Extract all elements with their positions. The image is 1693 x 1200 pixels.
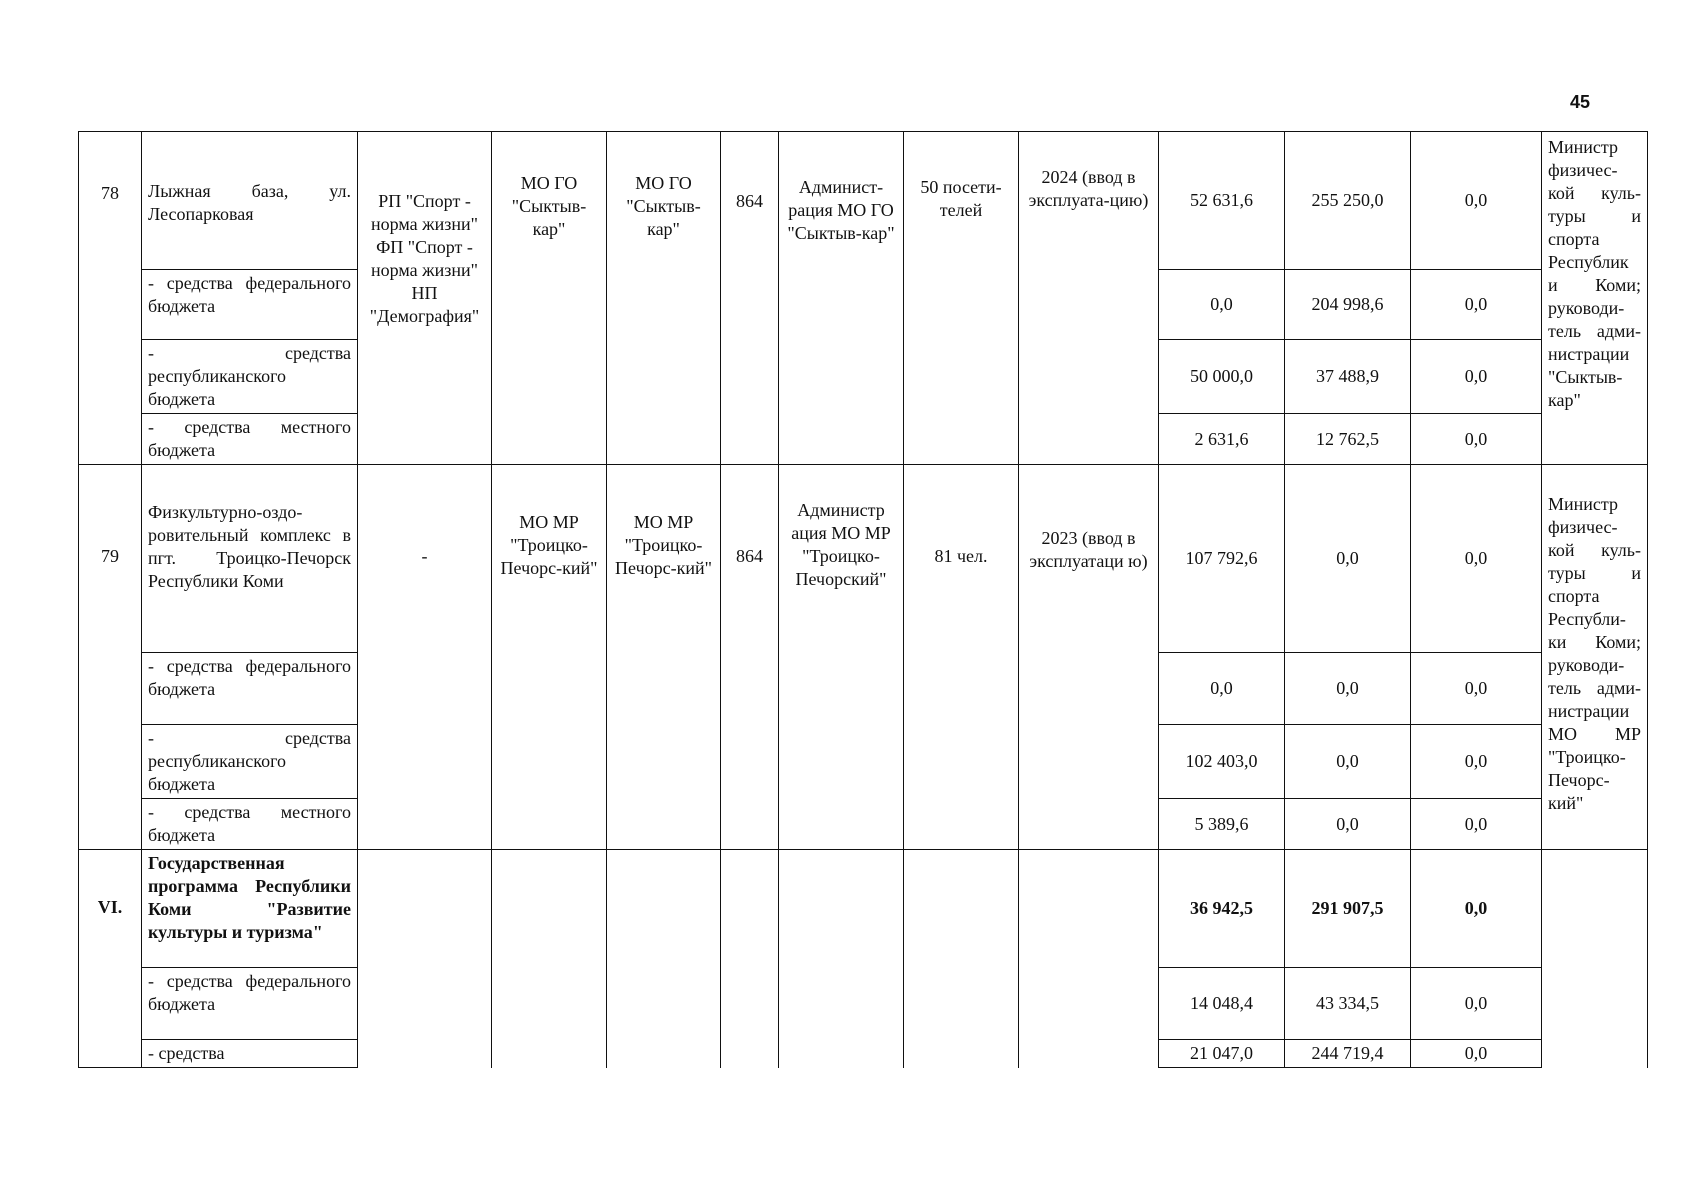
budget-code: 864 [721,132,779,465]
federal-2025: 0,0 [1411,653,1542,725]
mo-recipient: МО ГО "Сыктыв-кар" [607,132,721,465]
federal-2024: 43 334,5 [1285,968,1411,1040]
federal-2024: 204 998,6 [1285,270,1411,340]
local-2023: 2 631,6 [1159,414,1285,465]
local-2023: 5 389,6 [1159,799,1285,850]
empty-cell [904,850,1019,1068]
empty-cell [779,850,904,1068]
republic-label: - средства [142,1040,358,1068]
federal-label: - средства федерального бюджета [142,968,358,1040]
total-2024: 0,0 [1285,465,1411,653]
republic-2024: 244 719,4 [1285,1040,1411,1068]
total-2025: 0,0 [1411,132,1542,270]
federal-2024: 0,0 [1285,653,1411,725]
federal-2023: 14 048,4 [1159,968,1285,1040]
republic-2024: 0,0 [1285,725,1411,799]
local-label: - средства местного бюджета [142,414,358,465]
empty-cell [1019,850,1159,1068]
local-2025: 0,0 [1411,414,1542,465]
mo-customer: МО ГО "Сыктыв-кар" [492,132,607,465]
republic-2023: 102 403,0 [1159,725,1285,799]
republic-label: - средства республиканского бюджета [142,725,358,799]
federal-label: - средства федерального бюджета [142,653,358,725]
total-2025: 0,0 [1411,465,1542,653]
table-row [79,850,1648,968]
page-number: 45 [1570,92,1591,112]
empty-cell [607,850,721,1068]
republic-2025: 0,0 [1411,340,1542,414]
republic-2025: 0,0 [1411,1040,1542,1068]
project-name: - [358,465,492,850]
budget-code: 864 [721,465,779,850]
empty-cell [1542,850,1648,1068]
republic-2023: 21 047,0 [1159,1040,1285,1068]
total-2023: 107 792,6 [1159,465,1285,653]
republic-label: - средства республиканского бюджета [142,340,358,414]
object-name: Лыжная база, ул. Лесопарковая [142,132,358,270]
administrator: Админист-рация МО ГО "Сыктыв-кар" [779,132,904,465]
mo-customer: МО МР "Троицко-Печорс-кий" [492,465,607,850]
object-name: Физкультурно-оздо-ровительный комплекс в пгт. Троицко-Печорск Республики Коми [142,465,358,653]
empty-cell [721,850,779,1068]
federal-2025: 0,0 [1411,968,1542,1040]
local-2024: 0,0 [1285,799,1411,850]
empty-cell [358,850,492,1068]
term: 2023 (ввод в эксплуатаци ю) [1019,465,1159,850]
local-2024: 12 762,5 [1285,414,1411,465]
capacity: 81 чел. [904,465,1019,850]
total-2023: 36 942,5 [1159,850,1285,968]
administrator: Администр ация МО МР "Троицко-Печорский" [779,465,904,850]
local-2025: 0,0 [1411,799,1542,850]
responsible: Министр физичес-кой куль-туры и спорта Республи-ки Коми; руководи-тель адми-нистрации МО МР "Троицко-Печорс-кий" [1542,465,1648,850]
mo-recipient: МО МР "Троицко-Печорс-кий" [607,465,721,850]
total-2024: 255 250,0 [1285,132,1411,270]
term: 2024 (ввод в эксплуата-цию) [1019,132,1159,465]
responsible: Министр физичес-кой куль-туры и спорта Республик и Коми; руководи-тель адми-нистрации "Сыктыв-кар" [1542,132,1648,465]
total-2024: 291 907,5 [1285,850,1411,968]
federal-2025: 0,0 [1411,270,1542,340]
total-2023: 52 631,6 [1159,132,1285,270]
table-row [79,465,1648,653]
row-number: 78 [79,132,142,465]
federal-label: - средства федерального бюджета [142,270,358,340]
empty-cell [492,850,607,1068]
section-title: Государственная программа Республики Коми "Развитие культуры и туризма" [142,850,358,968]
project-name: РП "Спорт - норма жизни" ФП "Спорт - норма жизни" НП "Демография" [358,132,492,465]
section-number: VI. [79,850,142,1068]
republic-2025: 0,0 [1411,725,1542,799]
local-label: - средства местного бюджета [142,799,358,850]
republic-2024: 37 488,9 [1285,340,1411,414]
table-row [79,132,1648,270]
program-table [78,131,1648,1068]
capacity: 50 посети-телей [904,132,1019,465]
republic-2023: 50 000,0 [1159,340,1285,414]
federal-2023: 0,0 [1159,270,1285,340]
row-number: 79 [79,465,142,850]
total-2025: 0,0 [1411,850,1542,968]
federal-2023: 0,0 [1159,653,1285,725]
